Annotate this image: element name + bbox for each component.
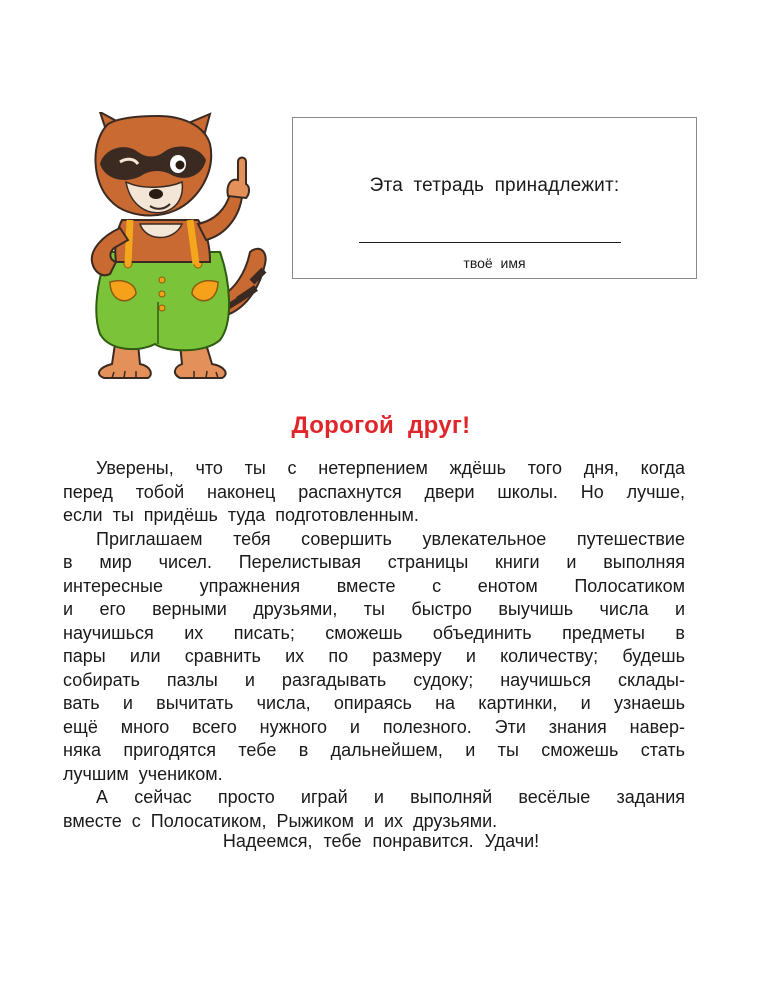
letter-line: и его верными друзьями, ты быстро выучишь числа и [63, 599, 685, 619]
letter-line: ещё много всего нужного и полезного. Эти знания навер- [63, 716, 685, 737]
letter-line: няка пригодятся тебе в дальнейшем, и ты сможешь стать [63, 740, 685, 760]
greeting-heading: Дорогой друг! [291, 412, 471, 439]
owner-box-title: Эта тетрадь принадлежит: [369, 175, 620, 196]
letter-line: научишься их писать; сможешь объединить предметы в [63, 622, 685, 643]
letter-line: вать и вычитать числа, опираясь на картинки, и узнаешь [63, 693, 685, 713]
raccoon-head [95, 112, 211, 215]
letter-line: лучшим учеником. [63, 763, 223, 784]
owner-box-caption: твоё имя [463, 255, 526, 271]
letter-line: если ты придёшь туда подготовленным. [63, 505, 419, 525]
name-write-line [359, 242, 621, 243]
letter-line: в мир чисел. Перелистывая страницы книги и выполняя [63, 552, 685, 572]
closing-line: Надеемся, тебе понравится. Удачи! [222, 831, 540, 851]
letter-line: интересные упражнения вместе с енотом Полосатиком [63, 575, 685, 596]
letter-body [63, 457, 685, 833]
raccoon-mascot-illustration [70, 112, 280, 384]
raccoon-right-arm [198, 194, 242, 240]
letter-line: Приглашаем тебя совершить увлекательное путешествие [96, 528, 685, 549]
raccoon-pointing-hand [227, 158, 249, 199]
letter-line: А сейчас просто играй и выполняй весёлые задания [96, 787, 685, 807]
letter-line: собирать пазлы и разгадывать судоку; научишься склады- [63, 669, 685, 690]
letter-line: пары или сравнить их по размеру и количеству; будешь [63, 646, 685, 666]
letter-line: вместе с Полосатиком, Рыжиком и их друзьями. [63, 810, 498, 831]
letter-line: Уверены, что ты с нетерпением ждёшь того дня, когда [96, 458, 685, 478]
raccoon-overalls [96, 252, 229, 350]
letter-line: перед тобой наконец распахнутся двери школы. Но лучше, [63, 481, 685, 502]
owner-name-box [292, 117, 697, 279]
raccoon-feet [99, 344, 226, 378]
